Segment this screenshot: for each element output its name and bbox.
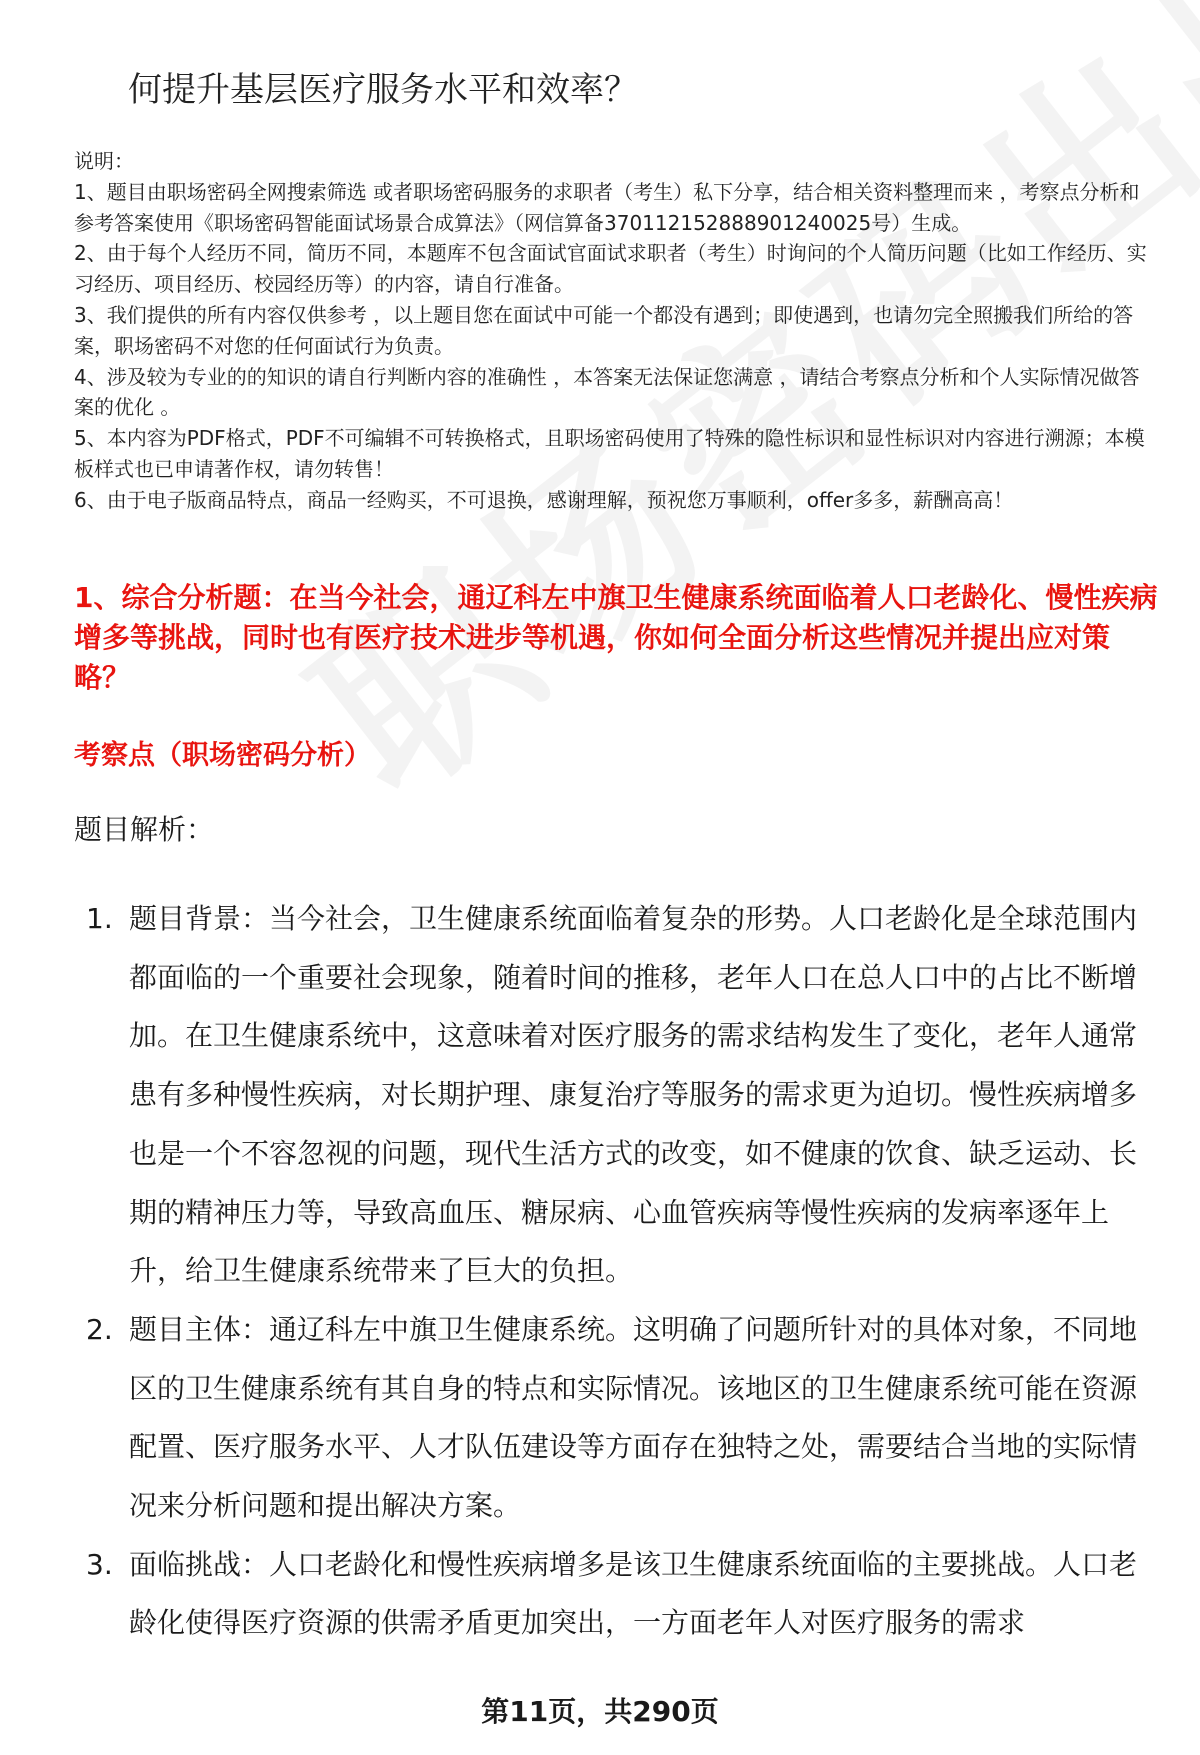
analysis-item-number: 2. [86, 1312, 113, 1346]
page-title: 何提升基层医疗服务水平和效率？ [128, 70, 638, 110]
analysis-item-text: 题目背景：当今社会，卫生健康系统面临着复杂的形势。人口老龄化是全球范围内都面临的一个重要社会现象，随着时间的推移，老年人口在总人口中的占比不断增加。在卫生健康系统中，这意味着对医疗服务的需求结构发生了变化，老年人通常患有多种慢性疾病，对长期护理、康复治疗等服务的需求更为迫切。慢性疾病增多也是一个不容忽视的问题，现代生活方式的改变，如不健康的饮食、缺乏运动、长期的精神压力等，导致高血压、糖尿病、心血管疾病等慢性疾病的发病率逐年上升，给卫生健康系统带来了巨大的负担。 [129, 902, 1138, 1288]
analysis-item-text: 面临挑战：人口老龄化和慢性疾病增多是该卫生健康系统面临的主要挑战。人口老龄化使得医疗资源的供需矛盾更加突出，一方面老年人对医疗服务的需求 [129, 1547, 1138, 1640]
question-heading: 1、综合分析题：在当今社会，通辽科左中旗卫生健康系统面临着人口老龄化、慢性疾病增多等挑战，同时也有医疗技术进步等机遇，你如何全面分析这些情况并提出应对策略？ [74, 581, 1158, 694]
analysis-list [74, 890, 1160, 1653]
notes-item: 6、由于电子版商品特点，商品一经购买，不可退换，感谢理解，预祝您万事顺利，offer多多，薪酬高高！ [74, 487, 1014, 512]
analysis-item-text: 题目主体：通辽科左中旗卫生健康系统。这明确了问题所针对的具体对象，不同地区的卫生健康系统有其自身的特点和实际情况。该地区的卫生健康系统可能在资源配置、医疗服务水平、人才队伍建设等方面存在独特之处，需要结合当地的实际情况来分析问题和提出解决方案。 [129, 1312, 1138, 1523]
notes-item: 2、由于每个人经历不同，简历不同，本题库不包含面试官面试求职者（考生）时询问的个人简历问题（比如工作经历、实习经历、项目经历、校园经历等）的内容，请自行准备。 [74, 241, 1147, 297]
exam-point-heading: 考察点（职场密码分析） [74, 740, 371, 771]
notes-item: 4、涉及较为专业的的知识的请自行判断内容的准确性 ，本答案无法保证您满意 ，请结合考察点分析和个人实际情况做答案的优化 。 [74, 364, 1140, 420]
analysis-label: 题目解析： [74, 813, 215, 846]
notes-section [74, 146, 1158, 516]
analysis-item [74, 1536, 1160, 1653]
analysis-item-number: 1. [86, 902, 113, 935]
analysis-item-number: 3. [86, 1547, 113, 1581]
analysis-item [74, 890, 1160, 1301]
notes-item: 3、我们提供的所有内容仅供参考 ，以上题目您在面试中可能一个都没有遇到；即使遇到，也请勿完全照搬我们所给的答案，职场密码不对您的任何面试行为负责。 [74, 302, 1134, 358]
notes-item: 5、本内容为PDF格式，PDF不可编辑不可转换格式，且职场密码使用了特殊的隐性标识和显性标识对内容进行溯源；本模板样式也已申请著作权，请勿转售！ [74, 426, 1145, 481]
notes-heading: 说明： [74, 149, 134, 173]
analysis-item [74, 1301, 1160, 1536]
page-footer: 第11页，共290页 [481, 1695, 719, 1728]
notes-item: 1、题目由职场密码全网搜索筛选 或者职场密码服务的求职者（考生）私下分享，结合相关资料整理而来 ，考察点分析和参考答案使用《职场密码智能面试场景合成算法》（网信算备370112152888901240025号）生成。 [74, 179, 1140, 235]
